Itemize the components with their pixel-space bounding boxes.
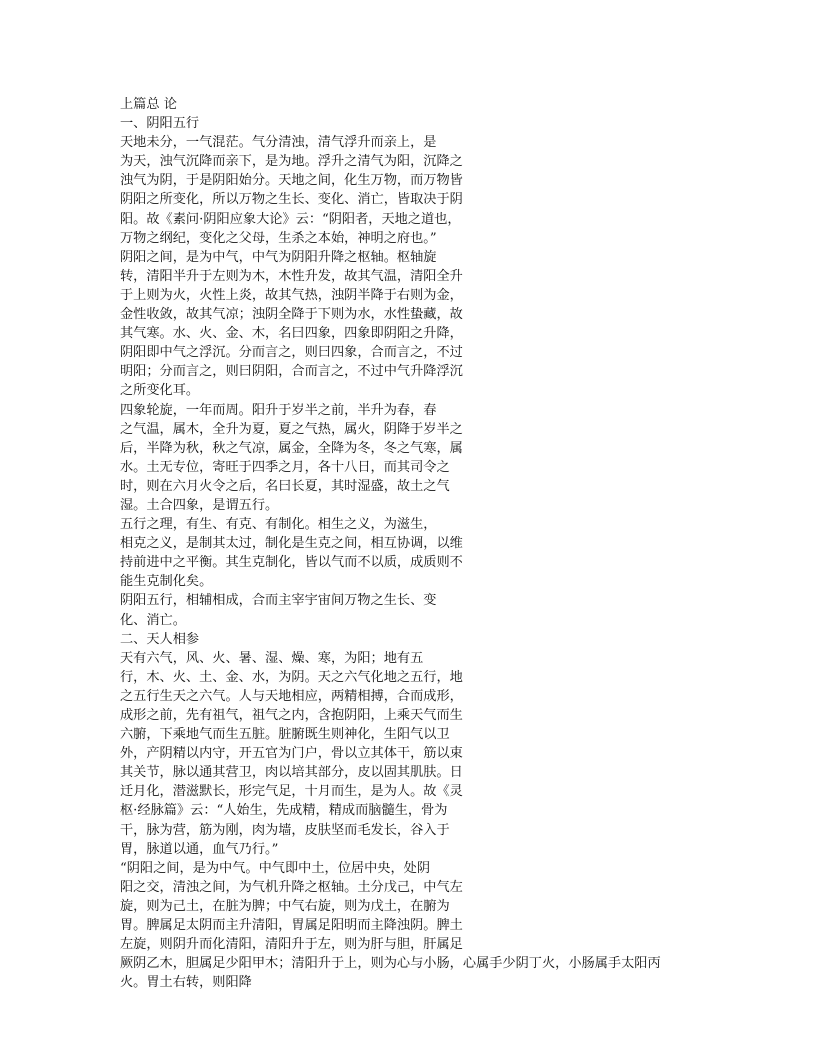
text-line: 阴阳之间，是为中气，中气为阴阳升降之枢轴。枢轴旋 [120, 249, 437, 265]
text-line: 旋，则为己土，在脏为脾；中气右旋，则为戊土，在腑为 [120, 898, 450, 914]
text-line: 胃。脾属足太阴而主升清阳，胃属足阳明而主降浊阴。脾土 [120, 918, 463, 934]
text-line: 之所变化耳。 [120, 383, 200, 399]
text-line: 六腑，下乘地气而生五脏。脏腑既生则神化，生阳气以卫 [120, 727, 450, 743]
text-line: 天地未分，一气混茫。气分清浊，清气浮升而亲上，是 [120, 135, 437, 151]
text-line: 外，产阴精以内守，开五官为门户，骨以立其体干，筋以束 [120, 746, 463, 762]
text-line: 持前进中之平衡。其生克制化，皆以气而不以质，成质则不 [120, 555, 463, 571]
text-line: 相克之义，是制其太过，制化是生克之间，相互协调，以维 [120, 536, 463, 552]
section-heading-heaven-man: 二、天人相参 [120, 631, 200, 647]
text-line: 阴阳五行，相辅相成，合而主宰宇宙间万物之生长、变 [120, 593, 437, 609]
text-line: 行，木、火、土、金、水，为阴。天之六气化地之五行，地 [120, 669, 463, 685]
text-line: 金性收敛，故其气凉；浊阴全降于下则为水，水性蛰藏，故 [120, 307, 463, 323]
text-line: 天有六气，风、火、暑、湿、燥、寒，为阳；地有五 [120, 650, 424, 666]
text-line: 其气寒。水、火、金、木，名曰四象，四象即阴阳之升降， [120, 326, 463, 342]
text-line: 枢·经脉篇》云：“人始生，先成精，精成而脑髓生，骨为 [120, 803, 448, 819]
text-line: 明阳；分而言之，则曰阴阳，合而言之，不过中气升降浮沉 [120, 364, 463, 380]
text-line: 干，脉为营，筋为刚，肉为墙，皮肤坚而毛发长，谷入于 [120, 822, 450, 838]
text-line: 厥阴乙木，胆属足少阳甲木；清阳升于上，则为心与小肠，心属手少阴丁火，小肠属手太阳丙 [120, 956, 661, 972]
section-heading-yin-yang-five-elements: 一、阴阳五行 [120, 116, 200, 132]
text-line: 为天，浊气沉降而亲下，是为地。浮升之清气为阳，沉降之 [120, 154, 463, 170]
text-line: 五行之理，有生、有克、有制化。相生之义，为滋生， [120, 517, 437, 533]
text-line: 湿。土合四象，是谓五行。 [120, 497, 279, 513]
text-line: 阳。故《素问·阴阳应象大论》云：“阴阳者，天地之道也， [120, 211, 461, 227]
text-line: 时，则在六月火令之后，名曰长夏，其时湿盛，故土之气 [120, 478, 450, 494]
text-line: 阴阳之所变化，所以万物之生长、变化、消亡，皆取决于阴 [120, 192, 463, 208]
text-line: 于上则为火，火性上炎，故其气热，浊阴半降于右则为金， [120, 287, 463, 303]
text-line: 胃，脉道以通，血气乃行。” [120, 841, 279, 857]
chapter-title: 上篇总 论 [120, 97, 177, 112]
text-line: 之五行生天之六气。人与天地相应，两精相搏，合而成形， [120, 688, 463, 704]
text-line: 阴阳即中气之浮沉。分而言之，则曰四象，合而言之，不过 [120, 345, 463, 361]
text-line: 万物之纲纪，变化之父母，生杀之本始，神明之府也。” [120, 230, 437, 246]
text-line: 水。土无专位，寄旺于四季之月，各十八日，而其司令之 [120, 459, 450, 475]
document-page [120, 95, 720, 992]
text-line: 后，半降为秋，秋之气凉，属金，全降为冬，冬之气寒，属 [120, 440, 463, 456]
text-line: 转，清阳半升于左则为木，木性升发，故其气温，清阳全升 [120, 268, 463, 284]
text-line: 浊气为阴，于是阴阳始分。天地之间，化生万物，而万物皆 [120, 173, 463, 189]
text-line: 其关节，脉以通其营卫，肉以培其部分，皮以固其肌肤。日 [120, 765, 463, 781]
text-line: 火。胃土右转，则阳降 [120, 975, 252, 991]
text-line: 迁月化，潜滋默长，形完气足，十月而生，是为人。故《灵 [120, 784, 463, 800]
text-line: 之气温，属木，全升为夏，夏之气热，属火，阴降于岁半之 [120, 421, 463, 437]
text-line: 能生克制化矣。 [120, 574, 213, 590]
text-line: 化、消亡。 [120, 612, 186, 628]
text-line: 左旋，则阴升而化清阳，清阳升于左，则为肝与胆，肝属足 [120, 937, 463, 953]
text-line: 阳之交，清浊之间，为气机升降之枢轴。土分戊己，中气左 [120, 879, 463, 895]
text-line: 成形之前，先有祖气，祖气之内，含抱阴阳，上乘天气而生 [120, 708, 463, 723]
text-line: 四象轮旋，一年而周。阳升于岁半之前，半升为春，春 [120, 402, 437, 418]
text-line: “阴阳之间，是为中气。中气即中土，位居中央，处阴 [120, 860, 431, 876]
